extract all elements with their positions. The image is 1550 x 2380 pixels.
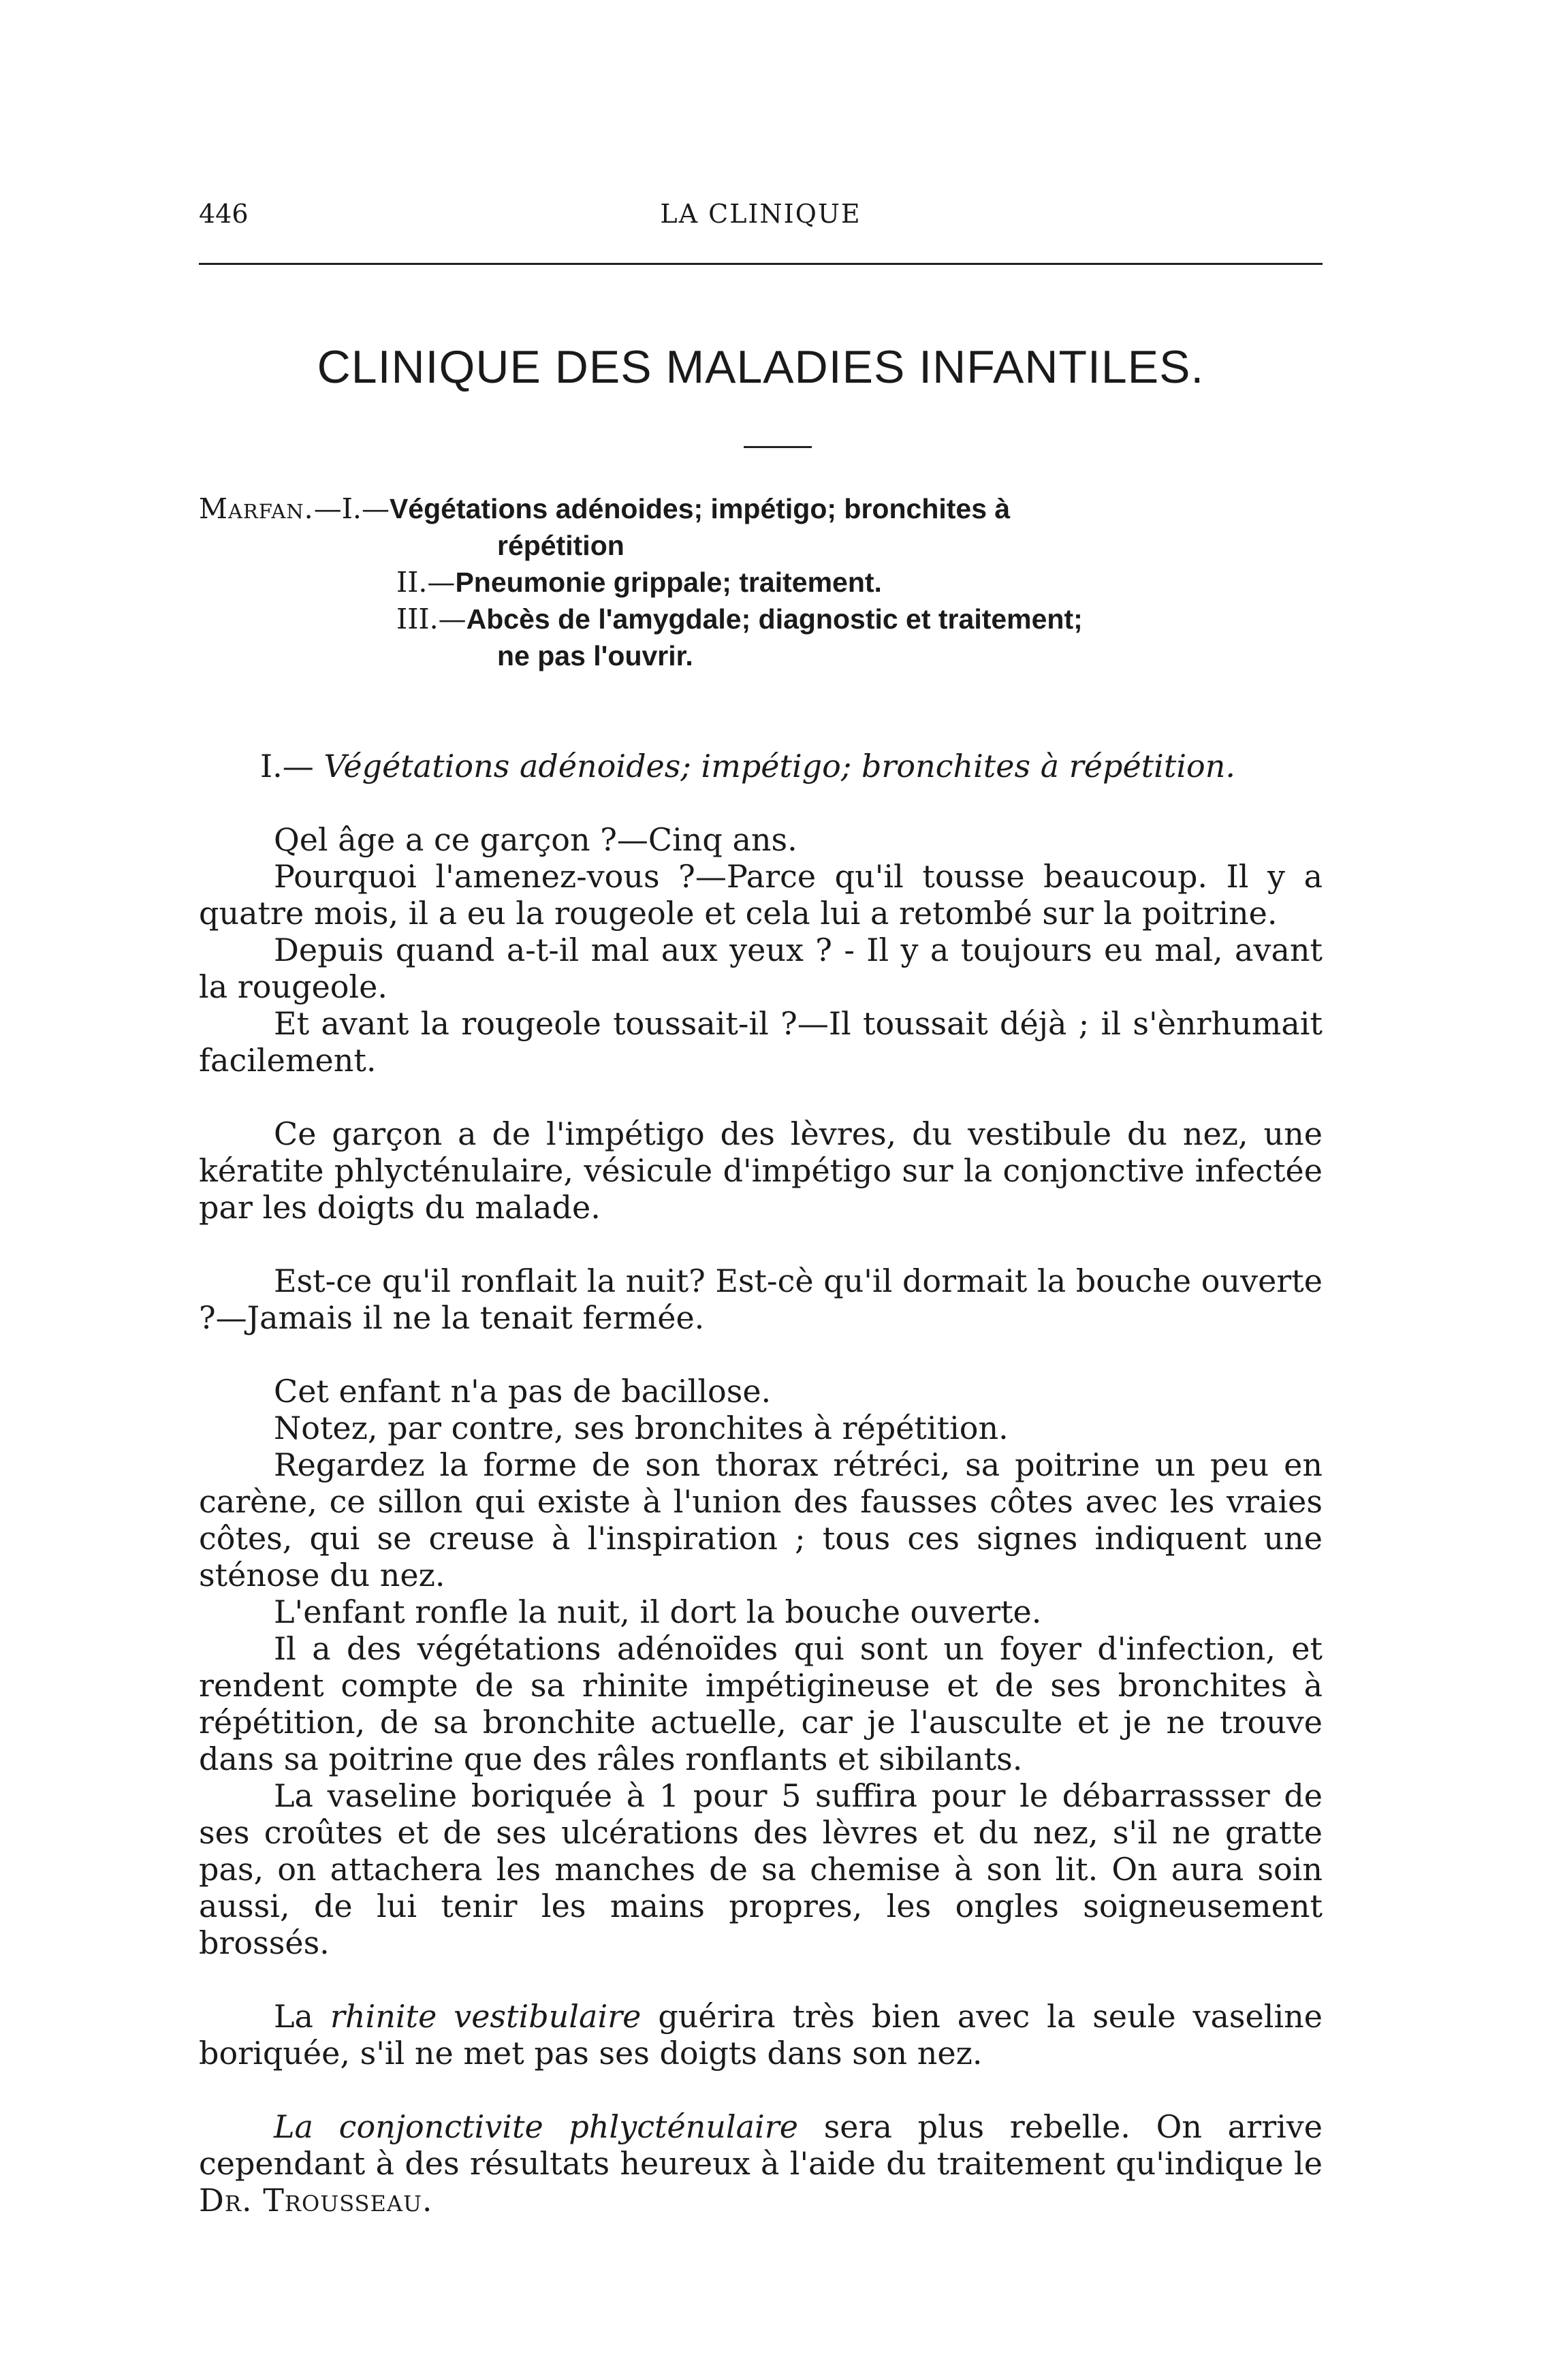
paragraph: Notez, par contre, ses bronchites à répétition. [274,1410,1009,1446]
paragraph: Pourquoi l'amenez-vous ?—Parce qu'il tousse beaucoup. Il y a quatre mois, il a eu la rougeole et cela lui a retombé sur la poitrine. [199,858,1323,932]
contents-item-number: —I.— [313,492,390,525]
contents-item-text: répétition [497,530,624,561]
subheading [199,748,1323,784]
paragraph: Est-ce qu'il ronflait la nuit? Est-cè qu'il dormait la bouche ouverte ?—Jamais il ne la tenait fermée. [199,1263,1323,1336]
title-rule [744,446,812,448]
contents-summary [199,490,1323,674]
contents-item-number: III.— [396,603,466,635]
paragraph: La vaseline boriquée à 1 pour 5 suffira pour le débarrassser de ses croûtes et de ses ulcérations des lèvres et du nez, s'il ne gratte pas, on attachera les manches de sa chemise à son lit. On aura soin aussi, de lui tenir les mains propres, les ongles soigneusement brossés. [199,1777,1323,1961]
author-name: Marfan. [199,492,314,525]
emphasis: rhinite vestibulaire [330,1998,642,2035]
subheading-number: I.— [260,748,314,784]
paragraph: Qel âge a ce garçon ?—Cinq ans. [274,821,797,858]
paragraph: Regardez la forme de son thorax rétréci, sa poitrine un peu en carène, ce sillon qui existe à l'union des fausses côtes avec les vraies côtes, qui se creuse à l'inspiration ; tous ces signes indiquent une sténose du nez. [199,1446,1323,1593]
paragraph: Depuis quand a-t-il mal aux yeux ? - Il y a toujours eu mal, avant la rougeole. [199,932,1323,1005]
paragraph: L'enfant ronfle la nuit, il dort la bouche ouverte. [274,1593,1042,1630]
author-reference: Dr. Trousseau. [199,2182,433,2219]
paragraph: Il a des végétations adénoïdes qui sont un foyer d'infection, et rendent compte de sa rhinite impétigineuse et de ses bronchites à répétition, de sa bronchite actuelle, car je l'ausculte et je ne trouve dans sa poitrine que des râles ronflants et sibilants. [199,1630,1323,1777]
paragraph: Et avant la rougeole toussait-il ?—Il toussait déjà ; il s'ènrhumait facilement. [199,1005,1323,1079]
text-run: guérira très bien avec la seule vaseline boriquée, s'il ne met pas ses doigts dans son nez. [199,1998,1323,2072]
contents-item-text: Pneumonie grippale; traitement. [455,567,882,598]
journal-title: LA CLINIQUE [660,199,861,229]
contents-item-3 [199,601,1323,637]
article-body [199,748,1323,2219]
header-rule [199,263,1323,265]
text-run: sera plus rebelle. On arrive cependant à des résultats heureux à l'aide du traitement qu'indique le [199,2108,1323,2182]
subheading-text: Végétations adénoides; impétigo; bronchites à répétition. [323,748,1236,784]
contents-item-3-cont [199,637,1323,674]
section-title: CLINIQUE DES MALADIES INFANTILES. [317,341,1205,393]
contents-item-1-cont [199,527,1323,564]
contents-item-text: Végétations adénoides; impétigo; bronchites à [389,493,1011,524]
emphasis: La conjonctivite phlycténulaire [274,2108,798,2145]
running-head [199,199,1323,240]
paragraph-rhinite [199,1998,1323,2072]
contents-item-number: II.— [396,566,456,599]
page-number: 446 [199,199,249,229]
paragraph: Cet enfant n'a pas de bacillose. [274,1373,772,1410]
paragraph: Ce garçon a de l'impétigo des lèvres, du vestibule du nez, une kératite phlycténulaire, vésicule d'impétigo sur la conjonctive infectée par les doigts du malade. [199,1115,1323,1226]
contents-item-2 [199,564,1323,601]
text-run: La [274,1998,313,2035]
paragraph-conjonctivite [199,2108,1323,2219]
contents-item-1 [199,490,1323,527]
contents-item-text: Abcès de l'amygdale; diagnostic et traitement; [466,603,1083,635]
contents-item-text: ne pas l'ouvrir. [497,640,693,671]
